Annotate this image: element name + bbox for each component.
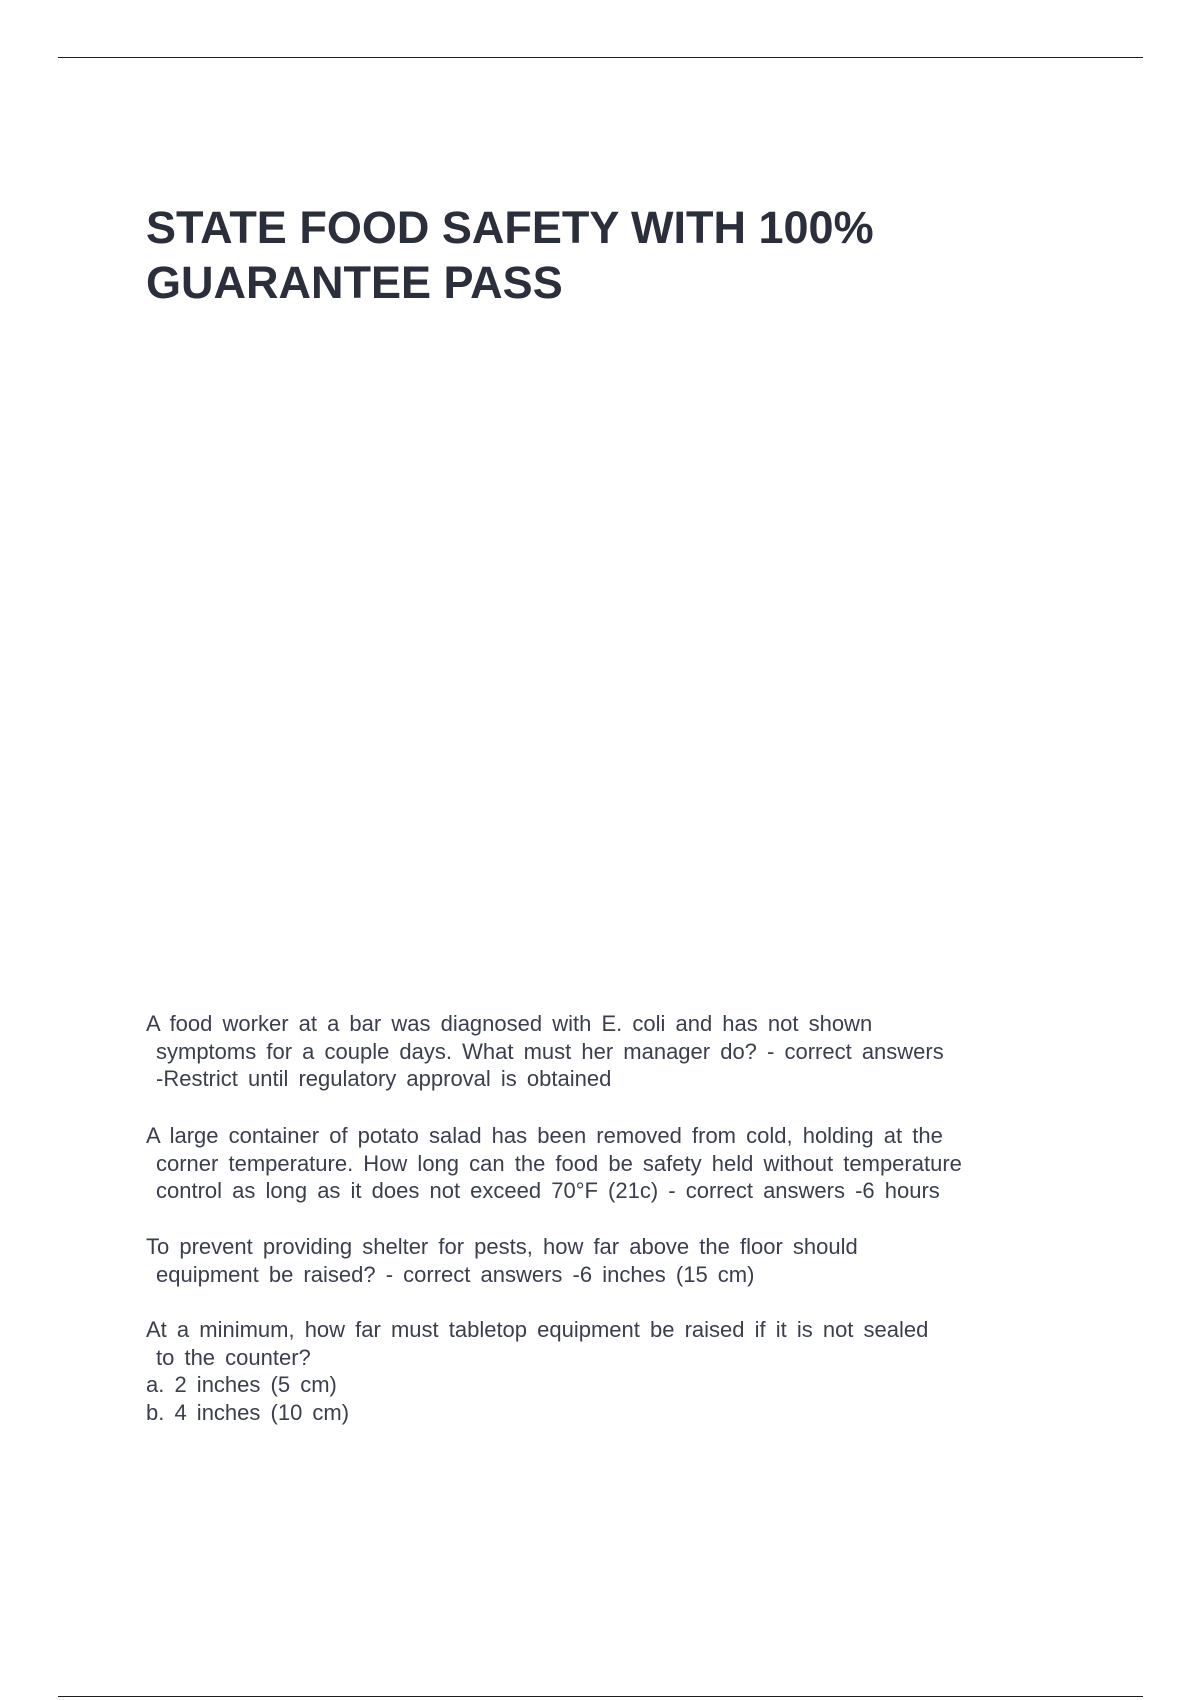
answer-line: control as long as it does not exceed 70°F (21c) - correct answers -6 hours — [156, 1178, 940, 1204]
document-title — [146, 200, 1106, 310]
answer-line: equipment be raised? - correct answers -6 inches (15 cm) — [156, 1261, 755, 1287]
answer-line: -Restrict until regulatory approval is obtained — [156, 1066, 612, 1092]
title-line-1: STATE FOOD SAFETY WITH 100% — [146, 202, 874, 253]
question-line: To prevent providing shelter for pests, how far above the floor should — [146, 1234, 858, 1259]
title-line-2: GUARANTEE PASS — [146, 257, 563, 308]
question-line: corner temperature. How long can the food be safety held without temperature — [156, 1150, 962, 1176]
option-line: a. 2 inches (5 cm) — [146, 1372, 337, 1398]
question-line: to the counter? — [156, 1344, 311, 1370]
footer-rule — [58, 1696, 1143, 1697]
question-line: symptoms for a couple days. What must her manager do? - correct answers — [156, 1038, 944, 1064]
question-block-4 — [146, 1316, 1106, 1427]
question-block-1 — [146, 1010, 1106, 1093]
header-rule — [58, 57, 1143, 58]
option-line: b. 4 inches (10 cm) — [146, 1400, 350, 1426]
question-block-2 — [146, 1122, 1106, 1205]
question-line: At a minimum, how far must tabletop equipment be raised if it is not sealed — [146, 1317, 929, 1342]
question-line: A food worker at a bar was diagnosed with E. coli and has not shown — [146, 1011, 873, 1036]
question-line: A large container of potato salad has been removed from cold, holding at the — [146, 1123, 943, 1148]
question-block-3 — [146, 1233, 1106, 1288]
